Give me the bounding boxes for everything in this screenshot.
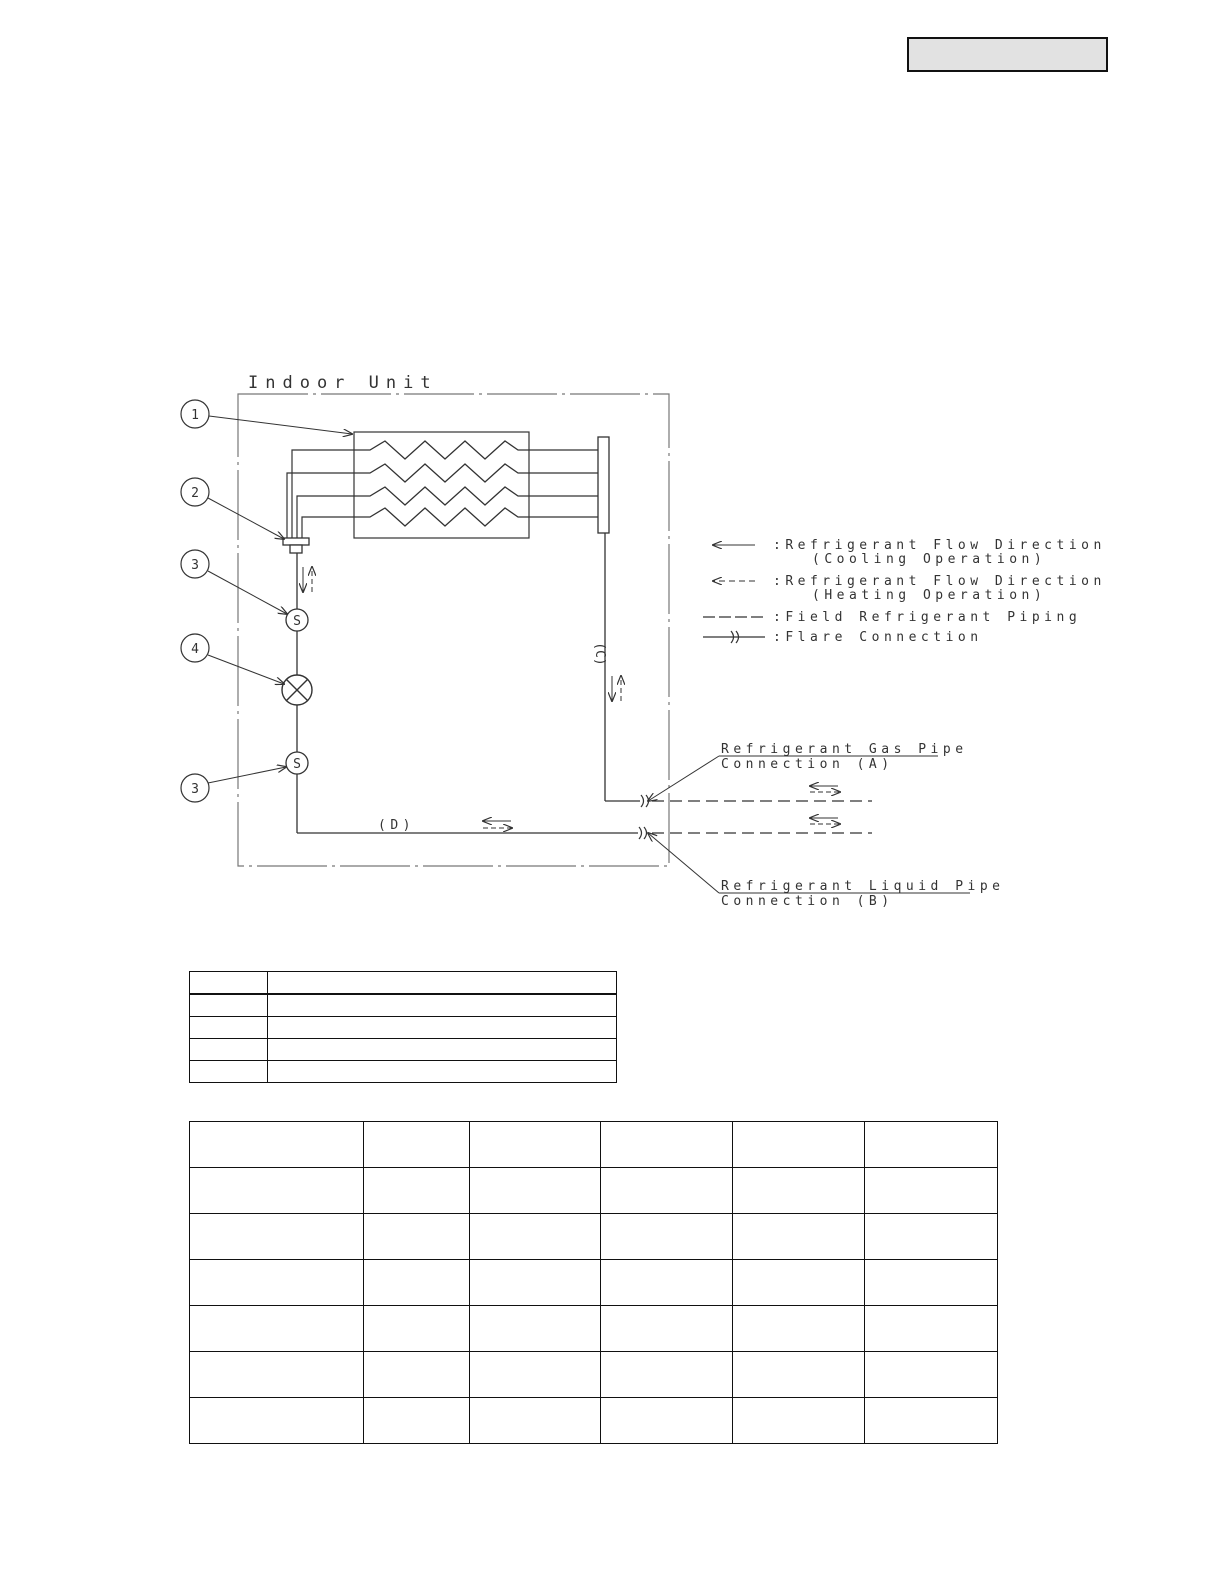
liquid-connection-line1: Refrigerant Liquid Pipe: [721, 879, 1005, 894]
expansion-valve: [282, 675, 312, 705]
legend-heating-line2: (Heating Operation): [812, 588, 1047, 603]
flow-arrows-distributor: [303, 567, 312, 592]
legend-cooling-line1: :Refrigerant Flow Direction: [773, 538, 1106, 553]
callout-2-label: 2: [191, 486, 199, 501]
strainer-upper: [286, 609, 308, 631]
table-row: [190, 1398, 998, 1444]
table-row: [190, 1039, 617, 1061]
gas-line: [605, 533, 640, 801]
strainer-lower-label: S: [293, 757, 301, 772]
distributor-stem: [290, 545, 302, 553]
legend-heating-flow: [713, 574, 1106, 603]
liquid-connection-line2: Connection (B): [721, 894, 894, 909]
distributor: [283, 538, 309, 545]
flow-arrows-gas: [612, 676, 621, 701]
table-row: [190, 1061, 617, 1083]
callout-4: [181, 634, 284, 684]
legend-cooling-flow: [713, 538, 1106, 567]
legend-flare-connection: [703, 630, 983, 645]
callout-2: [181, 478, 284, 539]
callout-1: [181, 400, 352, 434]
indoor-unit-title: Indoor Unit: [248, 373, 438, 393]
parts-table: [189, 971, 617, 1083]
callout-3-upper: [181, 550, 287, 614]
flow-arrows-liquid: [483, 821, 512, 828]
table-row: [190, 1260, 998, 1306]
gas-header: [598, 437, 609, 533]
legend-flare-text: :Flare Connection: [773, 630, 983, 645]
gas-connection-line1: Refrigerant Gas Pipe: [721, 742, 968, 757]
pipe-size-table: [189, 1121, 998, 1444]
strainer-lower: [286, 752, 308, 774]
legend-field-piping-text: :Field Refrigerant Piping: [773, 610, 1082, 625]
liquid-line: [297, 553, 638, 833]
gas-connection-callout: [648, 742, 968, 801]
flare-connection-gas: [641, 795, 649, 807]
table-row: [190, 972, 617, 995]
callout-3-upper-label: 3: [191, 558, 199, 573]
flare-connection-liquid: [639, 827, 647, 839]
heat-exchanger: [354, 432, 598, 538]
callout-3-lower-label: 3: [191, 782, 199, 797]
pipe-label-d: (D): [378, 818, 415, 833]
table-row: [190, 1168, 998, 1214]
gas-connection-line2: Connection (A): [721, 757, 894, 772]
distributor-tubes: [287, 450, 354, 538]
table-row: [190, 1352, 998, 1398]
table-row: [190, 994, 617, 1017]
table-row: [190, 1214, 998, 1260]
callout-4-label: 4: [191, 642, 199, 657]
liquid-connection-callout: [648, 833, 1005, 909]
pipe-label-c: (C): [592, 642, 607, 666]
callout-1-label: 1: [191, 408, 199, 423]
field-piping: [652, 801, 872, 833]
legend: [703, 538, 1106, 645]
table-row: [190, 1017, 617, 1039]
flow-arrows-field: [810, 786, 840, 824]
table-row: [190, 1122, 998, 1168]
table-row: [190, 1306, 998, 1352]
legend-field-piping: [703, 610, 1081, 625]
legend-heating-line1: :Refrigerant Flow Direction: [773, 574, 1106, 589]
strainer-upper-label: S: [293, 614, 301, 629]
legend-cooling-line2: (Cooling Operation): [812, 552, 1047, 567]
callout-3-lower: [181, 767, 286, 802]
